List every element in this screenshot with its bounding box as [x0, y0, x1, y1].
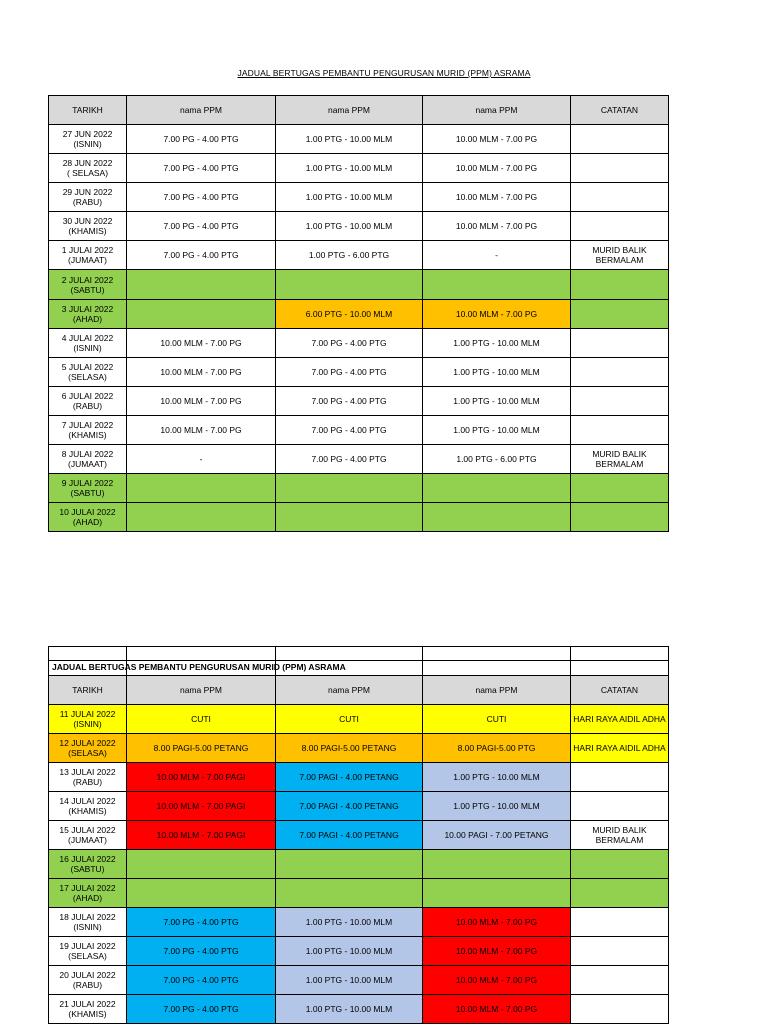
table-row — [49, 937, 669, 966]
date-line: (SABTU) — [70, 488, 105, 499]
title-row-cell — [571, 661, 669, 676]
table-row — [49, 328, 669, 357]
shift-cell — [423, 850, 571, 879]
date-cell — [49, 445, 127, 474]
note-cell — [571, 386, 669, 415]
shift-cell: 7.00 PG - 4.00 PTG — [276, 415, 423, 444]
date-line: (RABU) — [72, 197, 103, 208]
table-row — [49, 705, 669, 734]
title-row-cell — [49, 661, 127, 676]
date-line: (ISNIN) — [73, 922, 102, 932]
shift-cell — [423, 474, 571, 503]
note-cell — [571, 966, 669, 995]
shift-cell — [127, 850, 276, 879]
table-row — [49, 299, 669, 328]
note-cell — [571, 474, 669, 503]
blank-cell — [571, 647, 669, 661]
shift-cell — [127, 299, 276, 328]
header-row — [49, 676, 669, 705]
date-cell — [49, 503, 127, 532]
date-line: 15 JULAI 2022 — [59, 825, 116, 835]
title-row-cell — [423, 661, 571, 676]
date-cell — [49, 995, 127, 1024]
date-line: (RABU) — [72, 777, 103, 787]
shift-cell — [276, 474, 423, 503]
date-line: (ISNIN) — [73, 342, 102, 353]
shift-cell: 8.00 PAGI-5.00 PETANG — [276, 734, 423, 763]
shift-cell: 1.00 PTG - 10.00 MLM — [276, 937, 423, 966]
date-cell — [49, 734, 127, 763]
date-line: (SELASA) — [68, 371, 107, 382]
date-line: 3 JULAI 2022 — [61, 303, 114, 314]
shift-cell: 1.00 PTG - 10.00 MLM — [276, 966, 423, 995]
shift-cell: 10.00 MLM - 7.00 PAGI — [127, 792, 276, 821]
table-row — [49, 734, 669, 763]
blank-cell — [127, 647, 276, 661]
note-cell: MURID BALIK BERMALAM — [571, 821, 669, 850]
shift-cell: 1.00 PTG - 10.00 MLM — [423, 386, 571, 415]
table-row — [49, 474, 669, 503]
note-cell — [571, 299, 669, 328]
column-header: nama PPM — [276, 676, 423, 705]
shift-cell — [127, 474, 276, 503]
shift-cell: 10.00 MLM - 7.00 PG — [423, 299, 571, 328]
shift-cell: 7.00 PG - 4.00 PTG — [127, 125, 276, 154]
shift-cell: 1.00 PTG - 10.00 MLM — [423, 792, 571, 821]
date-cell — [49, 415, 127, 444]
date-cell — [49, 474, 127, 503]
shift-cell: 7.00 PG - 4.00 PTG — [127, 183, 276, 212]
date-line: (KHAMIS) — [68, 226, 107, 237]
shift-cell: CUTI — [127, 705, 276, 734]
shift-cell — [276, 879, 423, 908]
date-line: 18 JULAI 2022 — [59, 912, 116, 922]
date-cell — [49, 183, 127, 212]
date-line: 12 JULAI 2022 — [59, 738, 116, 748]
date-cell — [49, 821, 127, 850]
note-cell — [571, 183, 669, 212]
note-cell — [571, 937, 669, 966]
shift-cell: 7.00 PG - 4.00 PTG — [127, 908, 276, 937]
date-line: 17 JULAI 2022 — [59, 883, 116, 893]
date-line: 13 JULAI 2022 — [59, 767, 116, 777]
shift-cell: 10.00 MLM - 7.00 PG — [423, 908, 571, 937]
date-cell — [49, 154, 127, 183]
date-cell — [49, 270, 127, 299]
shift-cell: 1.00 PTG - 6.00 PTG — [423, 445, 571, 474]
table-row — [49, 821, 669, 850]
date-line: (RABU) — [72, 400, 103, 411]
date-line: (KHAMIS) — [68, 1009, 107, 1019]
note-cell — [571, 270, 669, 299]
note-cell — [571, 125, 669, 154]
date-line: 14 JULAI 2022 — [59, 796, 116, 806]
table-row — [49, 908, 669, 937]
date-line: (ISNIN) — [73, 719, 102, 729]
table-row — [49, 212, 669, 241]
date-line: (RABU) — [72, 980, 103, 990]
shift-cell: 10.00 MLM - 7.00 PG — [423, 995, 571, 1024]
date-line: 4 JULAI 2022 — [61, 332, 114, 343]
table-2-title-part: AS PEMBANTU PENGURUSAN M — [124, 662, 260, 672]
date-line: 21 JULAI 2022 — [59, 999, 116, 1009]
blank-cell — [276, 647, 423, 661]
shift-cell: - — [127, 445, 276, 474]
shift-cell: CUTI — [276, 705, 423, 734]
shift-cell: 7.00 PG - 4.00 PTG — [127, 966, 276, 995]
date-line: ( SELASA) — [66, 168, 109, 179]
note-cell: MURID BALIK BERMALAM — [571, 445, 669, 474]
table-2-title-part: URID (PPM) ASRAMA — [259, 662, 346, 672]
title-row-cell — [124, 661, 276, 676]
shift-cell — [127, 270, 276, 299]
title-row-cell — [276, 661, 423, 676]
date-line: 29 JUN 2022 — [62, 187, 113, 198]
shift-cell — [127, 503, 276, 532]
shift-cell: 7.00 PG - 4.00 PTG — [127, 212, 276, 241]
date-line: (SABTU) — [70, 864, 105, 874]
shift-cell: 7.00 PG - 4.00 PTG — [276, 357, 423, 386]
date-cell — [49, 763, 127, 792]
shift-cell: 7.00 PG - 4.00 PTG — [127, 241, 276, 270]
date-line: 7 JULAI 2022 — [61, 419, 114, 430]
date-cell — [49, 705, 127, 734]
shift-cell: 10.00 MLM - 7.00 PG — [127, 328, 276, 357]
shift-cell: 1.00 PTG - 10.00 MLM — [276, 154, 423, 183]
table-row — [49, 241, 669, 270]
date-cell — [49, 908, 127, 937]
note-cell — [571, 850, 669, 879]
column-header: TARIKH — [49, 676, 127, 705]
table-row — [49, 357, 669, 386]
page-title: JADUAL BERTUGAS PEMBANTU PENGURUSAN MURID (PPM) ASRAMA — [237, 68, 531, 78]
shift-cell: 8.00 PAGI-5.00 PTG — [423, 734, 571, 763]
shift-cell: 1.00 PTG - 10.00 MLM — [276, 212, 423, 241]
table-row — [49, 966, 669, 995]
column-header: nama PPM — [423, 676, 571, 705]
shift-cell: 10.00 MLM - 7.00 PG — [127, 386, 276, 415]
shift-cell: 7.00 PAGI - 4.00 PETANG — [276, 763, 423, 792]
blank-cell — [49, 647, 127, 661]
date-line: (AHAD) — [72, 313, 103, 324]
shift-cell: 1.00 PTG - 10.00 MLM — [423, 357, 571, 386]
date-line: (SELASA) — [68, 748, 107, 758]
table-row — [49, 154, 669, 183]
date-cell — [49, 937, 127, 966]
date-line: 8 JULAI 2022 — [61, 449, 114, 460]
title-row — [49, 661, 669, 676]
date-cell — [49, 299, 127, 328]
duty-roster-table-2 — [48, 646, 669, 1024]
shift-cell: 7.00 PG - 4.00 PTG — [276, 328, 423, 357]
date-line: 10 JULAI 2022 — [59, 507, 116, 518]
shift-cell: 7.00 PG - 4.00 PTG — [127, 154, 276, 183]
date-cell — [49, 879, 127, 908]
table-2-title-part: JADUAL BERTUG — [52, 662, 125, 672]
shift-cell — [423, 503, 571, 532]
shift-cell — [423, 270, 571, 299]
shift-cell: - — [423, 241, 571, 270]
note-cell — [571, 154, 669, 183]
note-cell: MURID BALIK BERMALAM — [571, 241, 669, 270]
shift-cell: 10.00 MLM - 7.00 PAGI — [127, 821, 276, 850]
shift-cell: 6.00 PTG - 10.00 MLM — [276, 299, 423, 328]
date-line: (KHAMIS) — [68, 806, 107, 816]
shift-cell: 1.00 PTG - 10.00 MLM — [423, 415, 571, 444]
date-line: 5 JULAI 2022 — [61, 361, 114, 372]
shift-cell: 1.00 PTG - 10.00 MLM — [276, 125, 423, 154]
date-cell — [49, 328, 127, 357]
shift-cell — [276, 503, 423, 532]
date-line: 16 JULAI 2022 — [59, 854, 116, 864]
date-line: (AHAD) — [72, 893, 103, 903]
shift-cell — [276, 270, 423, 299]
shift-cell: 1.00 PTG - 10.00 MLM — [276, 908, 423, 937]
shift-cell: 10.00 MLM - 7.00 PAGI — [127, 763, 276, 792]
shift-cell: 1.00 PTG - 10.00 MLM — [423, 763, 571, 792]
shift-cell: 10.00 MLM - 7.00 PG — [423, 212, 571, 241]
shift-cell: 10.00 MLM - 7.00 PG — [423, 966, 571, 995]
header-row — [49, 96, 669, 125]
blank-cell — [423, 647, 571, 661]
table-row — [49, 850, 669, 879]
column-header: nama PPM — [276, 96, 423, 125]
note-cell — [571, 995, 669, 1024]
shift-cell: 8.00 PAGI-5.00 PETANG — [127, 734, 276, 763]
shift-cell — [127, 879, 276, 908]
date-line: (AHAD) — [72, 517, 103, 528]
shift-cell: 10.00 MLM - 7.00 PG — [423, 937, 571, 966]
date-cell — [49, 792, 127, 821]
date-line: 2 JULAI 2022 — [61, 274, 114, 285]
date-line: (ISNIN) — [73, 139, 102, 150]
note-cell — [571, 763, 669, 792]
date-line: (JUMAAT) — [67, 255, 108, 266]
shift-cell: 10.00 MLM - 7.00 PG — [423, 125, 571, 154]
column-header: TARIKH — [49, 96, 127, 125]
note-cell — [571, 357, 669, 386]
date-line: 28 JUN 2022 — [62, 158, 113, 169]
duty-roster-table-1 — [48, 95, 669, 532]
table-row — [49, 125, 669, 154]
shift-cell: CUTI — [423, 705, 571, 734]
column-header: nama PPM — [127, 96, 276, 125]
table-row — [49, 415, 669, 444]
date-line: (KHAMIS) — [68, 429, 107, 440]
date-cell — [49, 212, 127, 241]
date-line: 11 JULAI 2022 — [59, 709, 116, 719]
shift-cell: 1.00 PTG - 10.00 MLM — [276, 995, 423, 1024]
date-cell — [49, 357, 127, 386]
date-line: 9 JULAI 2022 — [61, 478, 114, 489]
note-cell — [571, 415, 669, 444]
date-cell — [49, 386, 127, 415]
table-row — [49, 445, 669, 474]
date-line: 30 JUN 2022 — [62, 216, 113, 227]
note-cell: HARI RAYA AIDIL ADHA — [571, 705, 669, 734]
date-line: 19 JULAI 2022 — [59, 941, 116, 951]
date-cell — [49, 850, 127, 879]
date-line: 1 JULAI 2022 — [61, 245, 114, 256]
date-line: (SELASA) — [68, 951, 107, 961]
column-header: CATATAN — [571, 676, 669, 705]
shift-cell: 10.00 MLM - 7.00 PG — [127, 357, 276, 386]
shift-cell: 10.00 MLM - 7.00 PG — [423, 183, 571, 212]
table-row — [49, 879, 669, 908]
table-row — [49, 503, 669, 532]
note-cell — [571, 212, 669, 241]
shift-cell: 7.00 PG - 4.00 PTG — [127, 995, 276, 1024]
shift-cell: 1.00 PTG - 10.00 MLM — [276, 183, 423, 212]
shift-cell — [276, 850, 423, 879]
table-row — [49, 995, 669, 1024]
shift-cell: 10.00 MLM - 7.00 PG — [423, 154, 571, 183]
column-header: nama PPM — [423, 96, 571, 125]
date-cell — [49, 241, 127, 270]
table-row — [49, 763, 669, 792]
shift-cell: 10.00 PAGI - 7.00 PETANG — [423, 821, 571, 850]
table-row — [49, 792, 669, 821]
shift-cell — [423, 879, 571, 908]
shift-cell: 7.00 PAGI - 4.00 PETANG — [276, 792, 423, 821]
blank-row — [49, 647, 669, 661]
shift-cell: 7.00 PG - 4.00 PTG — [127, 937, 276, 966]
column-header: nama PPM — [127, 676, 276, 705]
column-header: CATATAN — [571, 96, 669, 125]
shift-cell: 10.00 MLM - 7.00 PG — [127, 415, 276, 444]
date-cell — [49, 125, 127, 154]
table-row — [49, 386, 669, 415]
note-cell — [571, 503, 669, 532]
note-cell — [571, 879, 669, 908]
date-line: (SABTU) — [70, 284, 105, 295]
shift-cell: 7.00 PG - 4.00 PTG — [276, 445, 423, 474]
date-cell — [49, 966, 127, 995]
date-line: 27 JUN 2022 — [62, 129, 113, 140]
note-cell — [571, 792, 669, 821]
shift-cell: 1.00 PTG - 6.00 PTG — [276, 241, 423, 270]
date-line: (JUMAAT) — [67, 459, 108, 470]
note-cell — [571, 328, 669, 357]
table-row — [49, 183, 669, 212]
date-line: (JUMAAT) — [67, 835, 108, 845]
date-line: 6 JULAI 2022 — [61, 390, 114, 401]
table-row — [49, 270, 669, 299]
note-cell: HARI RAYA AIDIL ADHA — [571, 734, 669, 763]
shift-cell: 7.00 PAGI - 4.00 PETANG — [276, 821, 423, 850]
shift-cell: 7.00 PG - 4.00 PTG — [276, 386, 423, 415]
shift-cell: 1.00 PTG - 10.00 MLM — [423, 328, 571, 357]
note-cell — [571, 908, 669, 937]
date-line: 20 JULAI 2022 — [59, 970, 116, 980]
